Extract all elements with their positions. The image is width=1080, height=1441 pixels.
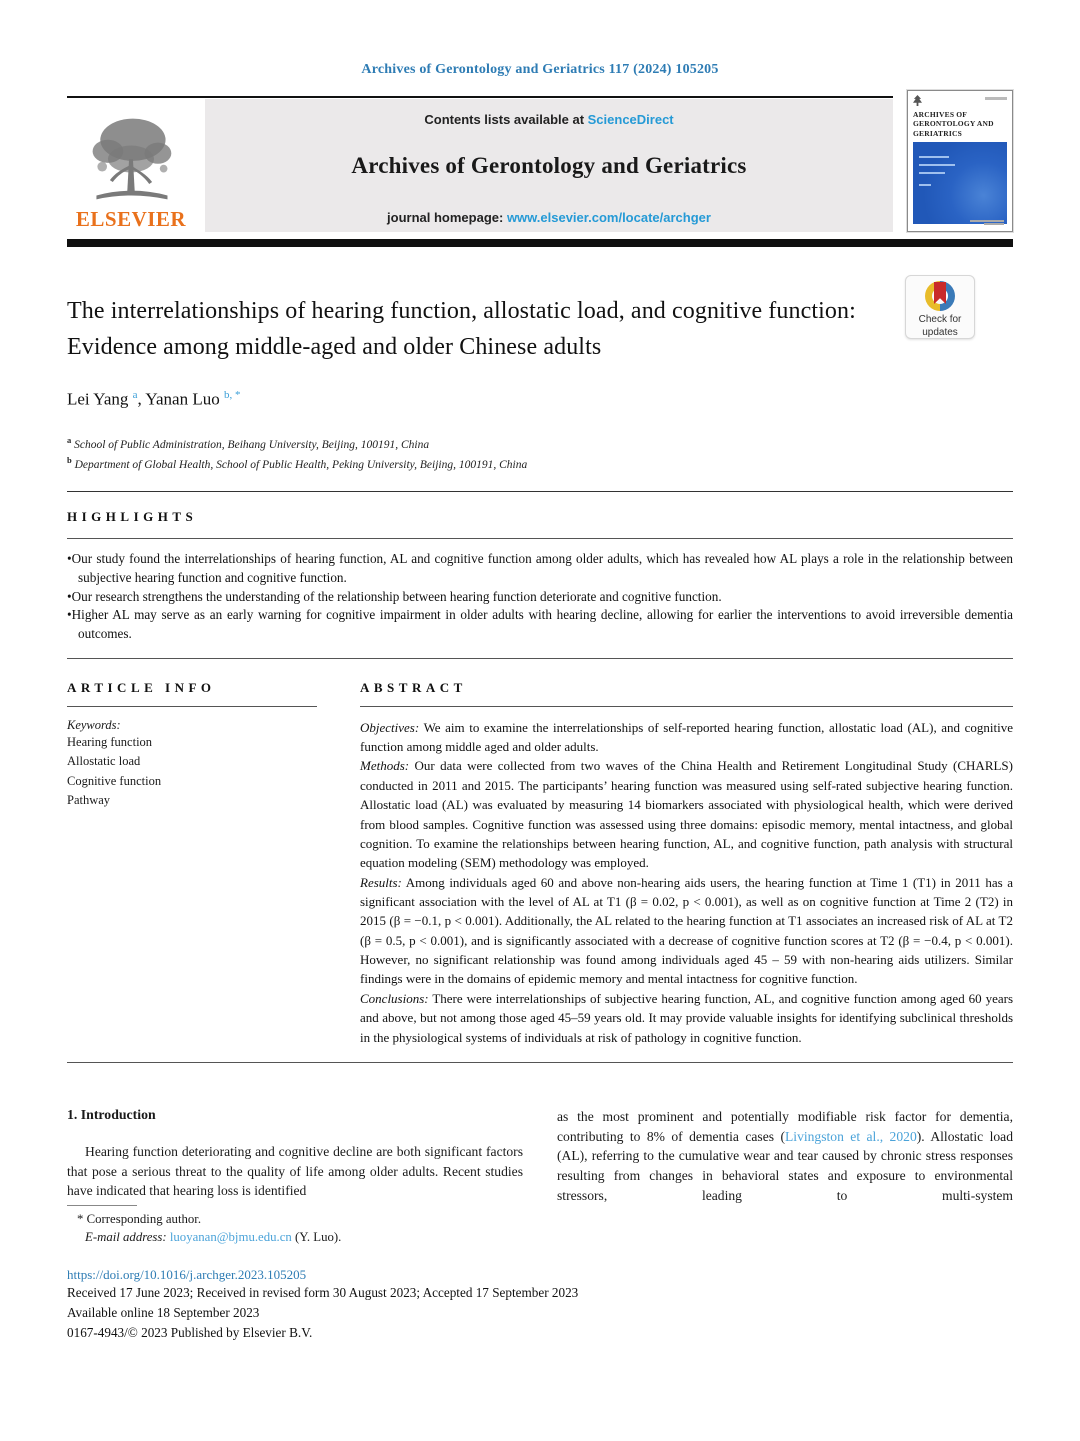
check-updates-badge[interactable] (905, 275, 975, 339)
divider (67, 706, 317, 707)
keywords-list (67, 733, 317, 811)
elsevier-logo[interactable] (67, 99, 195, 232)
email-suffix: (Y. Luo). (291, 1230, 342, 1244)
email-link[interactable]: luoyanan@bjmu.edu.cn (169, 1230, 292, 1244)
intro-right-column (557, 1107, 1013, 1206)
masthead-top-rule (67, 96, 893, 98)
keyword: Allostatic load (67, 754, 141, 769)
highlight-item: • Higher AL may serve as an early warning for cognitive impairment in older adults with hearing decline, allowing for earlier the interventions to avoid irreversible dementia outcomes. (67, 606, 1013, 643)
email-line (67, 1230, 1013, 1245)
check-updates-label: Check for updates (918, 314, 962, 338)
abstract-section: Conclusions: There were interrelationships of subjective hearing function, AL, and cognitive function among aged 60 years and above, but not among those aged 45–59 years old. It may provide valuable insights for identifying subclinical thresholds in the physiological systems of individuals at risk of pathology in cognitive function. (360, 990, 1014, 1045)
highlight-item: • Our study found the interrelationships of hearing function, AL and cognitive function among older adults, which has revealed how AL plays a role in the relationship between subjective hearing function and cognitive function. (67, 550, 1013, 587)
intro-left-column (67, 1107, 523, 1206)
affiliation-line: $^b$ Department of Global Health, School of Public Health, Peking University, Beijing, 100191, China (67, 454, 528, 471)
cover-artwork (913, 142, 1007, 224)
author-name[interactable]: Lei Yang (67, 389, 129, 409)
masthead-bottom-bar (67, 239, 1013, 247)
corresponding-author-note: * Corresponding author. (77, 1212, 202, 1226)
issn-copyright: 0167-4943/© 2023 Published by Elsevier B.V. (67, 1324, 313, 1340)
contents-prefix: Contents lists available at (424, 112, 588, 127)
cover-issn-bar (985, 97, 1007, 100)
divider (67, 1062, 1013, 1063)
homepage-prefix: journal homepage: (387, 210, 507, 225)
affiliation-line: $^a$ School of Public Administration, Beihang University, Beijing, 100191, China (67, 434, 430, 451)
author-name[interactable]: Yanan Luo (145, 389, 220, 409)
email-label: E-mail address: (85, 1230, 167, 1244)
footnote-rule (67, 1205, 137, 1206)
divider (360, 706, 1013, 707)
keyword: Hearing function (67, 734, 153, 749)
highlights-heading: HIGHLIGHTS (67, 509, 198, 525)
abstract-section: Methods: Our data were collected from two waves of the China Health and Retirement Longitudinal Study (CHARLS) conducted in 2011 and 2015. The participants’ hearing function was measured using self-rated subjective hearing function. Allostatic load (AL) was evaluated by measuring 14 biomarkers associated with physiological health, which were derived from blood samples. Cognitive function was assessed using three domains: episodic memory, mental intactness, and global cognition. To examine the relationships between hearing function, AL, and cognitive function, path analysis with structural equation modeling (SEM) methodology was employed. (360, 758, 1013, 871)
journal-homepage-link[interactable]: www.elsevier.com/locate/archger (506, 210, 711, 225)
author-line (67, 389, 1013, 410)
available-online: Available online 18 September 2023 (67, 1304, 260, 1320)
journal-title: Archives of Gerontology and Geriatrics (351, 153, 747, 178)
crossmark-icon (925, 281, 955, 311)
cover-journal-title: ARCHIVES OF GERONTOLOGY AND GERIATRICS (913, 110, 994, 138)
masthead (67, 96, 1013, 237)
divider (67, 538, 1013, 539)
cover-tree-icon (913, 95, 922, 106)
homepage-line (205, 210, 893, 225)
received-dates: Received 17 June 2023; Received in revised form 30 August 2023; Accepted 17 September 2023 (67, 1285, 579, 1300)
journal-cover-thumbnail[interactable] (907, 90, 1013, 232)
abstract-section: Objectives: We aim to examine the interrelationships of self-reported hearing function, allostatic load (AL), and cognitive function among middle aged and older adults. (360, 719, 1014, 755)
divider (67, 491, 1013, 492)
bookmark-icon (934, 282, 946, 304)
author-separator: , (137, 389, 146, 409)
introduction-paragraph: as the most prominent and potentially modifiable risk factor for dementia, contributing to 8% of dementia cases (Livingston et al., 2020). Allostatic load (AL), referring to the cumulative wear and tear caused by chronic stress responses resulting from changes in behavioral states and exposure to environmental stressors, leading to multi-system (557, 1108, 1014, 1203)
affiliations (67, 434, 1013, 474)
divider (67, 658, 1013, 659)
article-title: The interrelationships of hearing function, allostatic load, and cognitive function: Evidence among middle-aged and older Chinese adults (67, 298, 856, 360)
abstract-column (360, 680, 1013, 1047)
article-info-heading: ARTICLE INFO (67, 679, 216, 695)
footnote-block (67, 1205, 1013, 1342)
abstract-section: Results: Among individuals aged 60 and above non-hearing aids users, the hearing function at Time 1 (T1) in 2011 has a significant association with the level of AL at T1 (β = 0.02, p < 0.001), as well as on cognitive function at Time 2 (T2) in 2015 (β = −0.1, p < 0.001). Additionally, the AL related to the hearing function at T1 associates an increased risk of AL at T2 (β = 0.5, p < 0.001), and is significantly associated with a decrease of cognitive function scores at T2 (β = −0.4, p < 0.001). However, no significant relationship was found among individuals aged 45 – 59 with non-hearing aids utilizers. Similar findings were in the domains of epidemic memory and mental intactness for cognitive function. (360, 874, 1013, 987)
doi-link[interactable]: https://doi.org/10.1016/j.archger.2023.105205 (67, 1267, 307, 1282)
highlight-item: • Our research strengthens the understanding of the relationship between hearing function deteriorate and cognitive function. (67, 588, 1013, 607)
keyword: Cognitive function (67, 773, 162, 788)
highlights-section (67, 509, 1013, 659)
citation-link[interactable]: Livingston et al., 2020 (784, 1128, 917, 1144)
highlights-list (67, 550, 1013, 644)
introduction-paragraph: Hearing function deteriorating and cognitive decline are both significant factors that pose a serious threat to the quality of life among older adults. Recent studies have indicated that hearing loss is identified (67, 1143, 523, 1199)
cover-footer-bars (970, 220, 1004, 226)
abstract-body (360, 718, 1013, 1047)
sciencedirect-link[interactable]: ScienceDirect (587, 112, 674, 127)
abstract-heading: ABSTRACT (360, 679, 467, 695)
introduction-heading: 1. Introduction (67, 1106, 156, 1122)
article-info-column (67, 680, 317, 1047)
elsevier-wordmark: ELSEVIER (75, 207, 187, 231)
author-affiliation-sup: b, * (223, 389, 241, 401)
keywords-label: Keywords: (67, 717, 121, 732)
elsevier-tree-icon (83, 111, 179, 207)
journal-citation: Archives of Gerontology and Geriatrics 117 (2024) 105205 (361, 62, 719, 77)
journal-banner (205, 99, 893, 232)
keyword: Pathway (67, 792, 111, 807)
contents-line (205, 112, 893, 127)
author-affiliation-sup: a (132, 389, 138, 401)
